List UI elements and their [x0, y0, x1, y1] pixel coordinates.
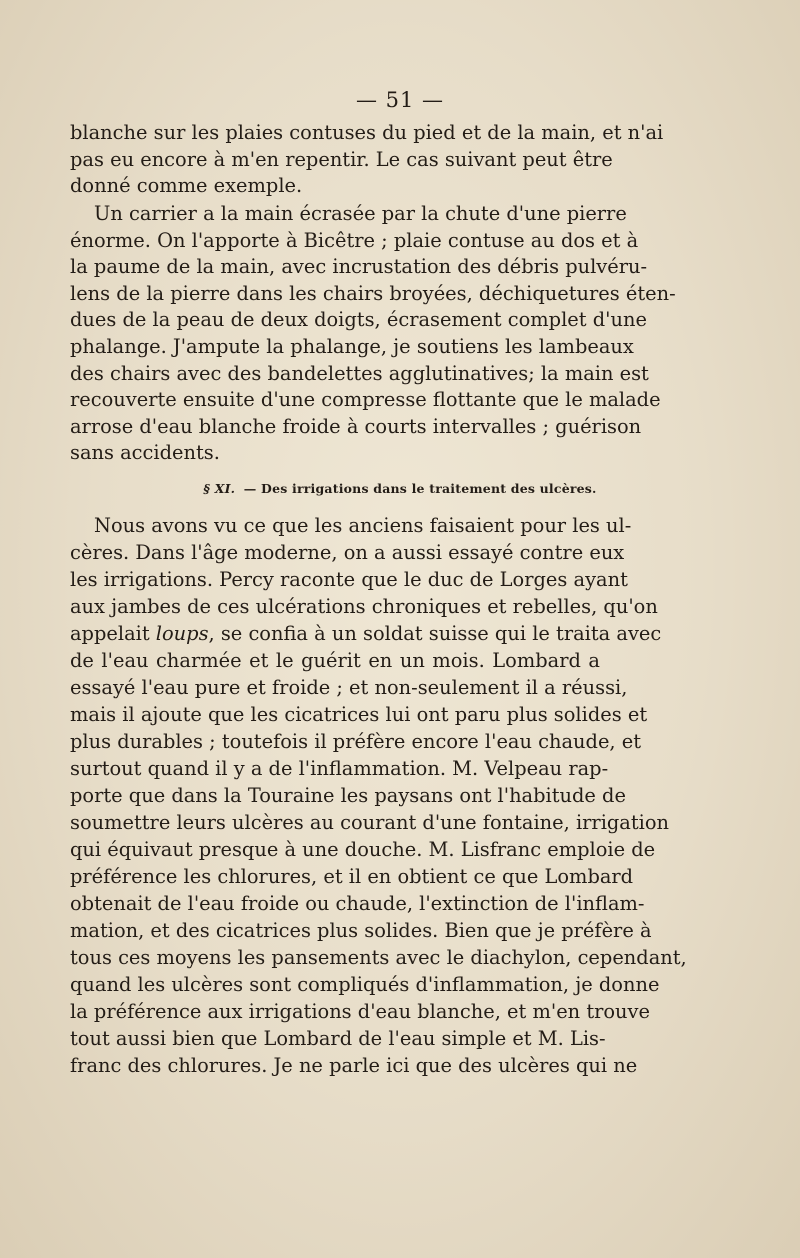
page-number: — 51 — [355, 88, 445, 112]
text-line: aux jambes de ces ulcérations chroniques et rebelles, qu'on [70, 595, 658, 618]
text-line: des chairs avec des bandelettes agglutinatives; la main est [70, 361, 649, 385]
text-line: quand les ulcères sont compliqués d'inflammation, je donne [70, 973, 660, 996]
text-line: essayé l'eau pure et froide ; et non-seulement il a réussi, [70, 676, 628, 699]
text-line: préférence les chlorures, et il en obtient ce que Lombard [70, 865, 634, 888]
section-heading [0, 481, 800, 496]
text-line [70, 620, 662, 647]
text-line: lens de la pierre dans les chairs broyées, déchiquetures éten- [70, 281, 676, 305]
text-line: la paume de la main, avec incrustation des débris pulvéru- [70, 255, 648, 279]
text-line: plus durables ; toutefois il préfère encore l'eau chaude, et [70, 730, 642, 753]
paragraph-1 [70, 120, 664, 200]
text-line: tout aussi bien que Lombard de l'eau simple et M. Lis- [70, 1027, 606, 1050]
text-line: phalange. J'ampute la phalange, je soutiens les lambeaux [70, 334, 634, 358]
paragraph-2 [70, 201, 676, 467]
text-fragment: , se confia à un soldat suisse qui le traita avec [208, 622, 662, 645]
text-line: pas eu encore à m'en repentir. Le cas suivant peut être [70, 147, 613, 171]
text-line: soumettre leurs ulcères au courant d'une fontaine, irrigation [70, 811, 670, 834]
text-line: qui équivaut presque à une douche. M. Lisfranc emploie de [70, 838, 656, 861]
text-line: tous ces moyens les pansements avec le diachylon, cependant, [70, 946, 687, 969]
text-line: franc des chlorures. Je ne parle ici que des ulcères qui ne [70, 1054, 638, 1077]
section-title: — Des irrigations dans le traitement des ulcères. [243, 481, 597, 496]
text-line: blanche sur les plaies contuses du pied et de la main, et n'ai [70, 121, 664, 144]
paragraph-3 [70, 512, 687, 1079]
text-line: surtout quand il y a de l'inflammation. M. Velpeau rap- [70, 757, 609, 780]
text-line: la préférence aux irrigations d'eau blanche, et m'en trouve [70, 1000, 650, 1023]
text-line: donné comme exemple. [70, 174, 303, 198]
text-line: mation, et des cicatrices plus solides. Bien que je préfère à [70, 919, 652, 942]
text-line: recouverte ensuite d'une compresse flottante que le malade [70, 388, 661, 412]
text-line: de l'eau charmée et le guérit en un mois. Lombard a [70, 649, 600, 672]
text-line: les irrigations. Percy raconte que le duc de Lorges ayant [70, 568, 628, 591]
text-line: sans accidents. [70, 441, 220, 465]
section-number: § XI. [203, 481, 236, 496]
text-line: cères. Dans l'âge moderne, on a aussi essayé contre eux [70, 541, 625, 564]
text-fragment: appelait [70, 622, 150, 645]
text-line: arrose d'eau blanche froide à courts intervalles ; guérison [70, 414, 642, 438]
text-line: Un carrier a la main écrasée par la chute d'une pierre [94, 202, 627, 225]
italic-term: loups [155, 622, 209, 645]
text-line: dues de la peau de deux doigts, écrasement complet d'une [70, 308, 647, 332]
text-line: obtenait de l'eau froide ou chaude, l'extinction de l'inflam- [70, 892, 645, 915]
text-line: porte que dans la Touraine les paysans ont l'habitude de [70, 784, 626, 807]
text-line: énorme. On l'apporte à Bicêtre ; plaie contuse au dos et à [70, 228, 639, 252]
text-line: mais il ajoute que les cicatrices lui ont paru plus solides et [70, 703, 648, 726]
text-line: Nous avons vu ce que les anciens faisaient pour les ul- [94, 514, 632, 537]
